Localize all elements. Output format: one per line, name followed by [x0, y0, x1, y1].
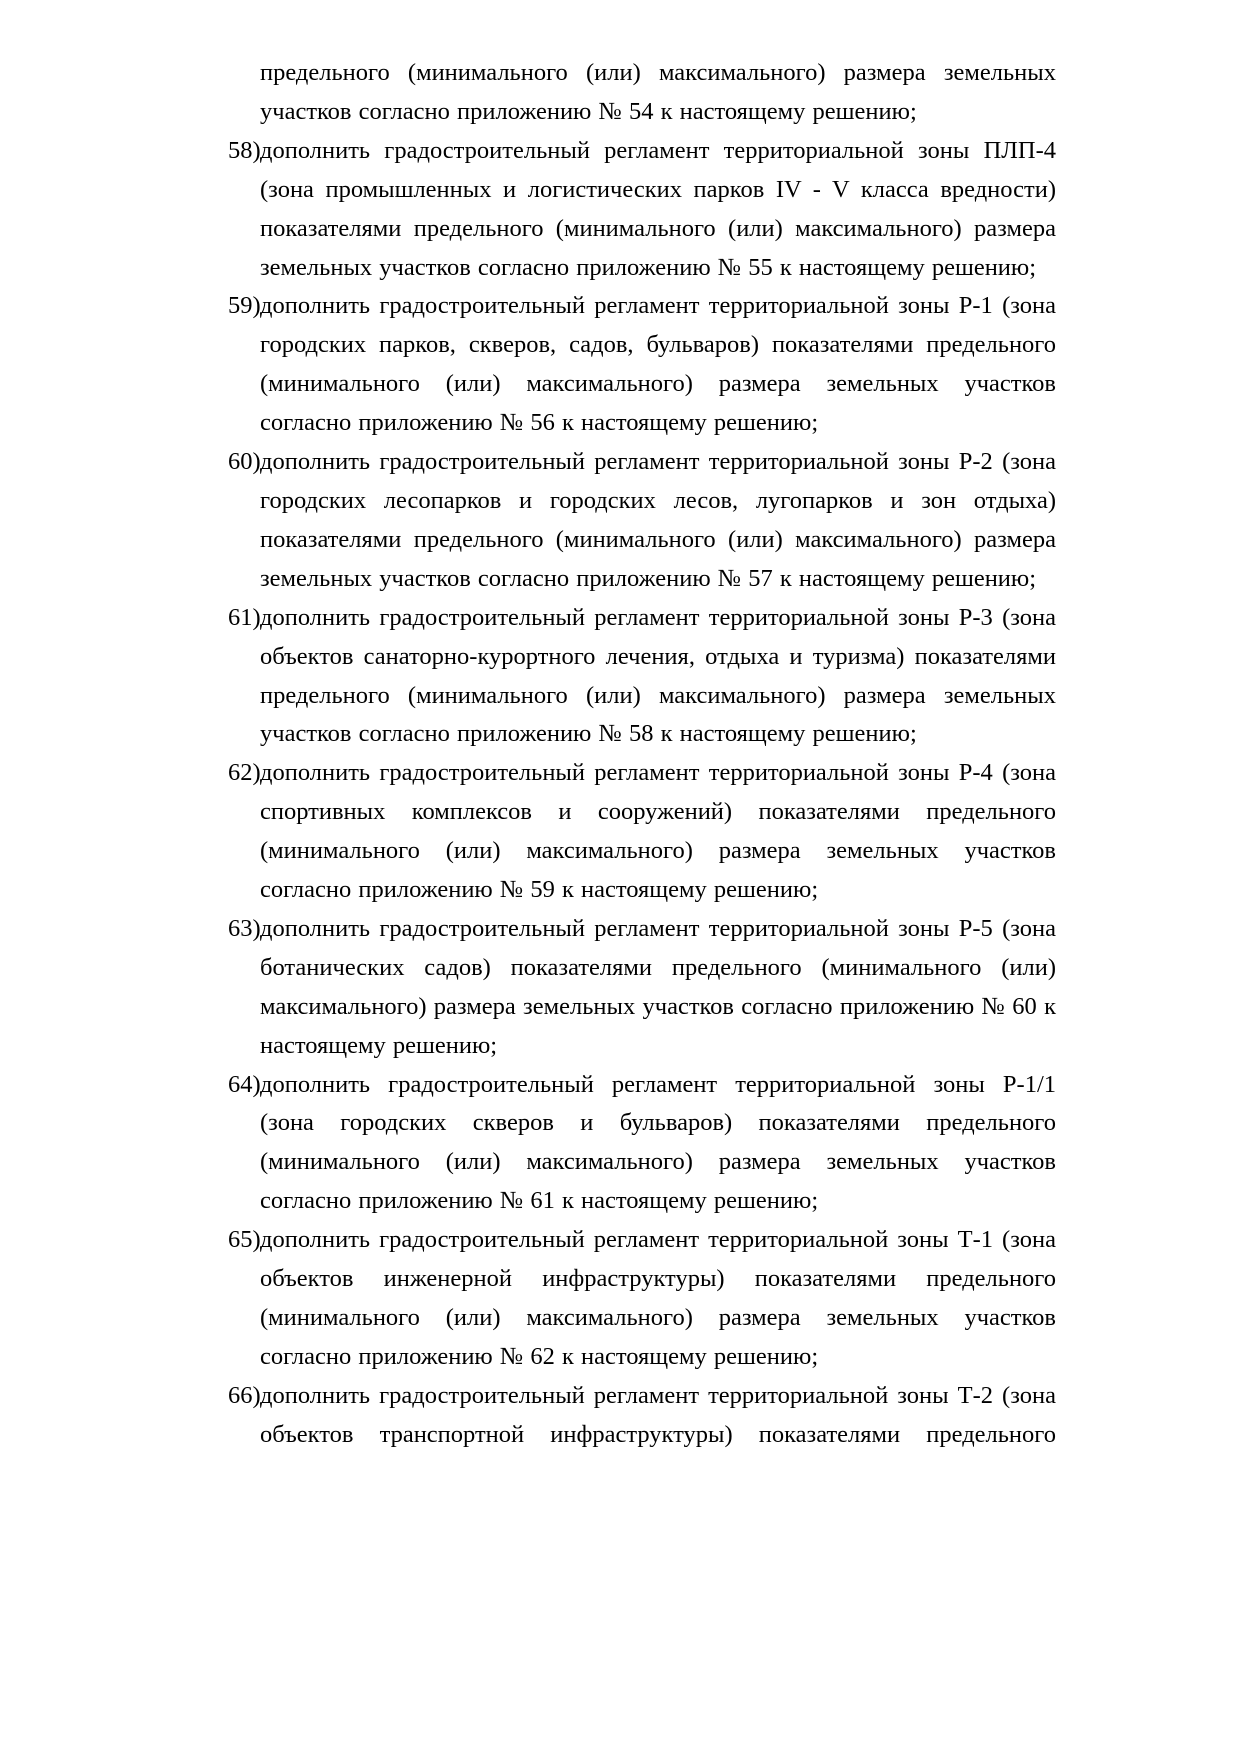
paragraph-text: дополнить градостроительный регламент территориальной зоны Р-5 (зона ботанических садов) показателями предельного (минимального (или) максимального) размера земельных участков согласно приложению № 60 к настоящему решению;	[260, 914, 1056, 1059]
list-item-number: 65)	[228, 1226, 261, 1254]
list-item-59	[228, 287, 1056, 443]
paragraph-continuation	[228, 54, 1056, 132]
list-item-62	[228, 754, 1056, 910]
list-item-63	[228, 910, 1056, 1066]
list-item-66	[228, 1377, 1056, 1455]
list-item-number: 64)	[228, 1070, 261, 1098]
paragraph-text: дополнить градостроительный регламент территориальной зоны Р-4 (зона спортивных комплексов и сооружений) показателями предельного (минимального (или) максимального) размера земельных участков согласно приложению № 59 к настоящему решению;	[260, 759, 1056, 904]
list-item-number: 58)	[228, 136, 261, 164]
list-item-61	[228, 599, 1056, 755]
list-item-number: 66)	[228, 1381, 261, 1409]
list-item-number: 63)	[228, 914, 261, 942]
paragraph-text: дополнить градостроительный регламент территориальной зоны Р-1 (зона городских парков, скверов, садов, бульваров) показателями предельного (минимального (или) максимального) размера земельных участков согласно приложению № 56 к настоящему решению;	[260, 292, 1056, 437]
list-item-number: 60)	[228, 448, 261, 476]
paragraph-text: дополнить градостроительный регламент территориальной зоны Т-2 (зона объектов транспортной инфраструктуры) показателями предельного	[260, 1381, 1056, 1448]
paragraph-text: предельного (минимального (или) максимального) размера земельных участков согласно приложению № 54 к настоящему решению;	[260, 59, 1056, 125]
paragraph-text: дополнить градостроительный регламент территориальной зоны ПЛП-4 (зона промышленных и логистических парков IV - V класса вредности) показателями предельного (минимального (или) максимального) размера земельных участков согласно приложению № 55 к настоящему решению;	[260, 136, 1056, 281]
list-item-58	[228, 132, 1056, 288]
paragraph-text: дополнить градостроительный регламент территориальной зоны Р-3 (зона объектов санаторно-курортного лечения, отдыха и туризма) показателями предельного (минимального (или) максимального) размера земельных участков согласно приложению № 58 к настоящему решению;	[260, 603, 1056, 748]
paragraph-text: дополнить градостроительный регламент территориальной зоны Р-1/1 (зона городских скверов и бульваров) показателями предельного (минимального (или) максимального) размера земельных участков согласно приложению № 61 к настоящему решению;	[260, 1070, 1056, 1215]
paragraph-text: дополнить градостроительный регламент территориальной зоны Р-2 (зона городских лесопарков и городских лесов, лугопарков и зон отдыха) показателями предельного (минимального (или) максимального) размера земельных участков согласно приложению № 57 к настоящему решению;	[260, 448, 1056, 592]
list-item-number: 61)	[228, 603, 261, 631]
list-item-number: 59)	[228, 292, 261, 320]
list-item-64	[228, 1066, 1056, 1222]
paragraph-text: дополнить градостроительный регламент территориальной зоны Т-1 (зона объектов инженерной инфраструктуры) показателями предельного (минимального (или) максимального) размера земельных участков согласно приложению № 62 к настоящему решению;	[260, 1226, 1056, 1370]
list-item-60	[228, 443, 1056, 599]
list-item-number: 62)	[228, 759, 261, 787]
list-item-65	[228, 1221, 1056, 1377]
